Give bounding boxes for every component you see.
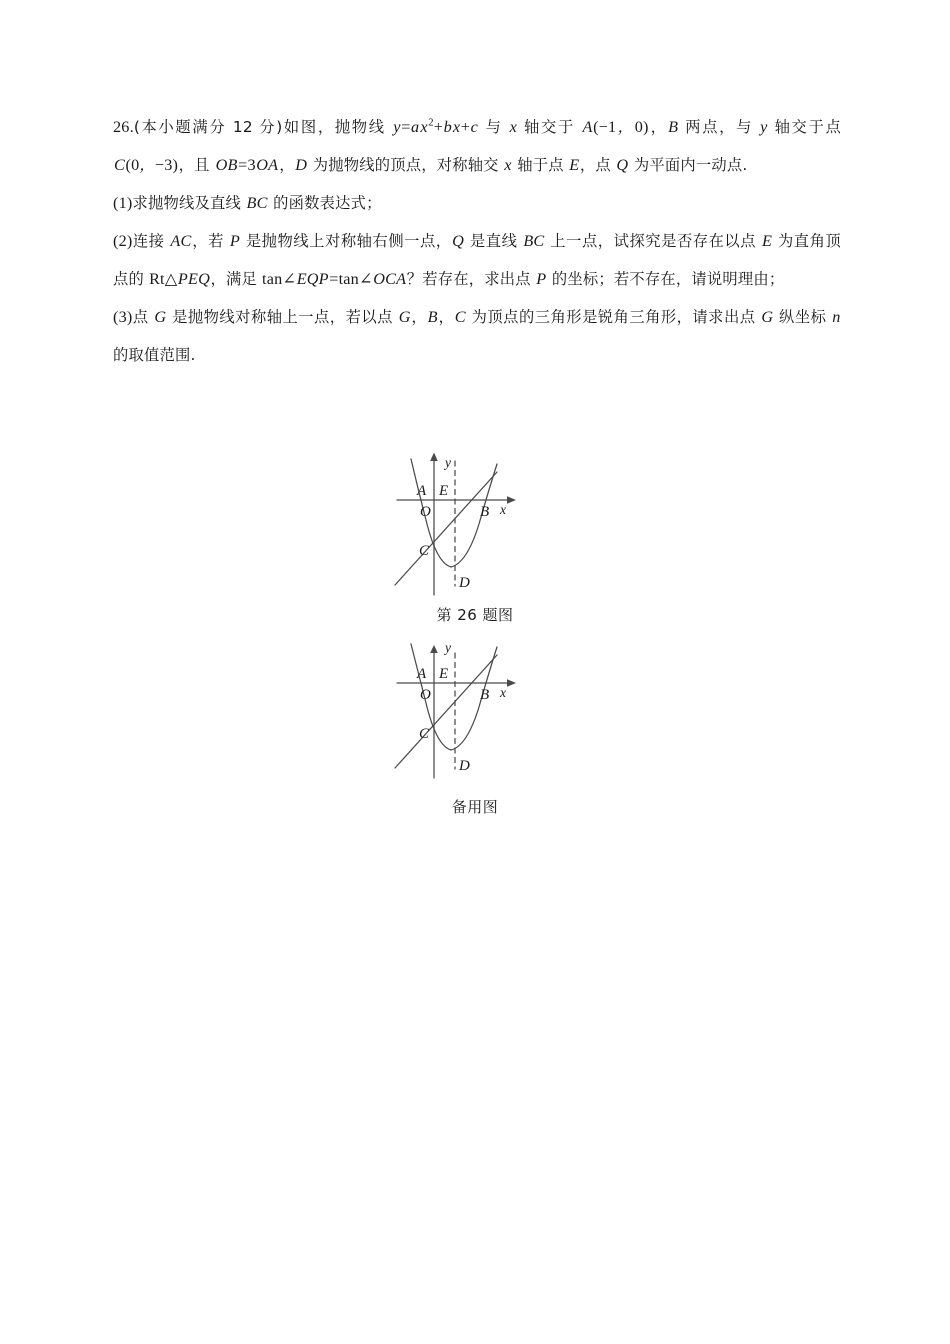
- part-3-text-e: 为顶点的三角形是锐角三角形，请求出点: [466, 308, 761, 326]
- stem-point-B: B: [668, 118, 679, 136]
- part-1-math-BC: BC: [246, 194, 268, 212]
- part-3-math-n: n: [832, 308, 841, 326]
- part-3-text-d: ，: [438, 308, 455, 326]
- question-stem: [113, 108, 841, 184]
- label-B: B: [480, 504, 490, 520]
- stem-point-Q: Q: [616, 156, 629, 174]
- part-2-text-e: 上一点，试探究是否存在以点: [544, 232, 762, 250]
- part-2-math-P: P: [229, 232, 240, 250]
- stem-axis-x-2: x: [504, 156, 512, 174]
- part-2-text-i: 的坐标；若不存在，请说明理由；: [546, 270, 785, 288]
- stem-text-3: 轴交于: [517, 118, 582, 136]
- part-3-marker: (3): [113, 308, 133, 326]
- stem-text-7: ，且: [178, 156, 215, 174]
- x-axis-arrow: [507, 679, 516, 687]
- label-O: O: [420, 687, 431, 703]
- question-part-3: [113, 298, 841, 374]
- label-axis-y: y: [445, 455, 451, 470]
- part-2-text-c: 是抛物线上对称轴右侧一点，: [240, 232, 452, 250]
- figure-1-diagram: [375, 448, 575, 598]
- x-axis-arrow: [507, 496, 516, 504]
- label-E: E: [439, 483, 449, 499]
- figure-1-labels: [416, 455, 506, 591]
- stem-text-8: ，: [279, 156, 295, 174]
- part-1-text-a: 求抛物线及直线: [132, 194, 247, 212]
- part-3-text-a: 点: [132, 308, 154, 326]
- part-3-text-g: 的取值范围.: [113, 346, 196, 364]
- part-2-math-tan-equation: tan∠EQP=tan∠OCA: [262, 270, 407, 288]
- figure-1-caption: 第 26 题图: [436, 606, 514, 624]
- stem-axis-x: x: [509, 118, 517, 136]
- label-C: C: [419, 543, 430, 559]
- marks-note: (本小题满分 12 分): [133, 118, 283, 136]
- part-2-math-AC: AC: [170, 232, 192, 250]
- stem-axis-y: y: [760, 118, 768, 136]
- stem-point-D: D: [295, 156, 308, 174]
- stem-text-12: 为平面内一动点.: [628, 156, 748, 174]
- question-part-1: [113, 184, 841, 222]
- part-2-math-Q: Q: [452, 232, 465, 250]
- part-2-text-d: 是直线: [464, 232, 523, 250]
- stem-text-9: 为抛物线的顶点，对称轴交: [307, 156, 504, 174]
- part-3-text-c: ，: [411, 308, 428, 326]
- part-3-text-f: 纵坐标: [773, 308, 832, 326]
- part-2-math-rt-triangle: Rt△PEQ: [149, 270, 210, 288]
- label-axis-y: y: [445, 640, 451, 655]
- label-C: C: [419, 726, 430, 742]
- part-2-math-E: E: [761, 232, 773, 250]
- y-axis-arrow: [430, 453, 438, 462]
- stem-point-A: A(−1，0): [582, 118, 649, 136]
- part-3-math-B: B: [427, 308, 438, 326]
- part-2-math-BC: BC: [523, 232, 545, 250]
- y-axis-arrow: [430, 645, 438, 653]
- stem-text-6: 轴交于点: [768, 118, 841, 136]
- figure-2-caption: 备用图: [451, 798, 499, 816]
- part-3-math-G-2: G: [398, 308, 411, 326]
- part-2-text-g: ，满足: [210, 270, 263, 288]
- stem-text-10: 轴于点: [512, 156, 569, 174]
- part-3-math-G: G: [154, 308, 167, 326]
- stem-point-E: E: [569, 156, 580, 174]
- label-A: A: [417, 483, 427, 499]
- part-2-math-P-2: P: [536, 270, 547, 288]
- label-A: A: [417, 666, 427, 682]
- question-number: 26.: [113, 118, 134, 136]
- stem-equation: $y=ax^2+bx+c$: [393, 116, 479, 136]
- stem-text-4: ，: [649, 118, 668, 136]
- part-3-math-C: C: [454, 308, 466, 326]
- figure-2: [0, 640, 950, 788]
- stem-point-C: C(0，−3): [114, 156, 179, 174]
- stem-text-11: ，点: [579, 156, 616, 174]
- label-B: B: [480, 687, 490, 703]
- part-2-text-h: ？若存在，求出点: [406, 270, 536, 288]
- question-part-2: [113, 222, 841, 298]
- question-content: [113, 108, 841, 374]
- figure-2-diagram: [375, 640, 575, 788]
- stem-text-1: 如图，抛物线: [282, 118, 393, 136]
- label-axis-x: x: [500, 685, 506, 700]
- part-1-marker: (1): [113, 194, 133, 212]
- label-O: O: [420, 504, 431, 520]
- part-2-text-b: ，若: [191, 232, 230, 250]
- part-2-marker: (2): [113, 232, 133, 250]
- part-3-text-b: 是抛物线对称轴上一点，若以点: [166, 308, 399, 326]
- stem-relation: OB=3OA: [215, 156, 279, 174]
- label-D: D: [459, 575, 470, 591]
- stem-text-5: 两点，与: [678, 118, 760, 136]
- part-1-text-b: 的函数表达式；: [268, 194, 382, 212]
- part-2-text-a: 连接: [132, 232, 170, 250]
- label-D: D: [459, 758, 470, 774]
- part-2-text-f: 为直角顶点的: [113, 232, 841, 288]
- label-axis-x: x: [500, 502, 506, 517]
- stem-text-2: 与: [479, 118, 510, 136]
- part-3-math-G-3: G: [761, 308, 774, 326]
- figure-1: [0, 448, 950, 598]
- label-E: E: [439, 666, 449, 682]
